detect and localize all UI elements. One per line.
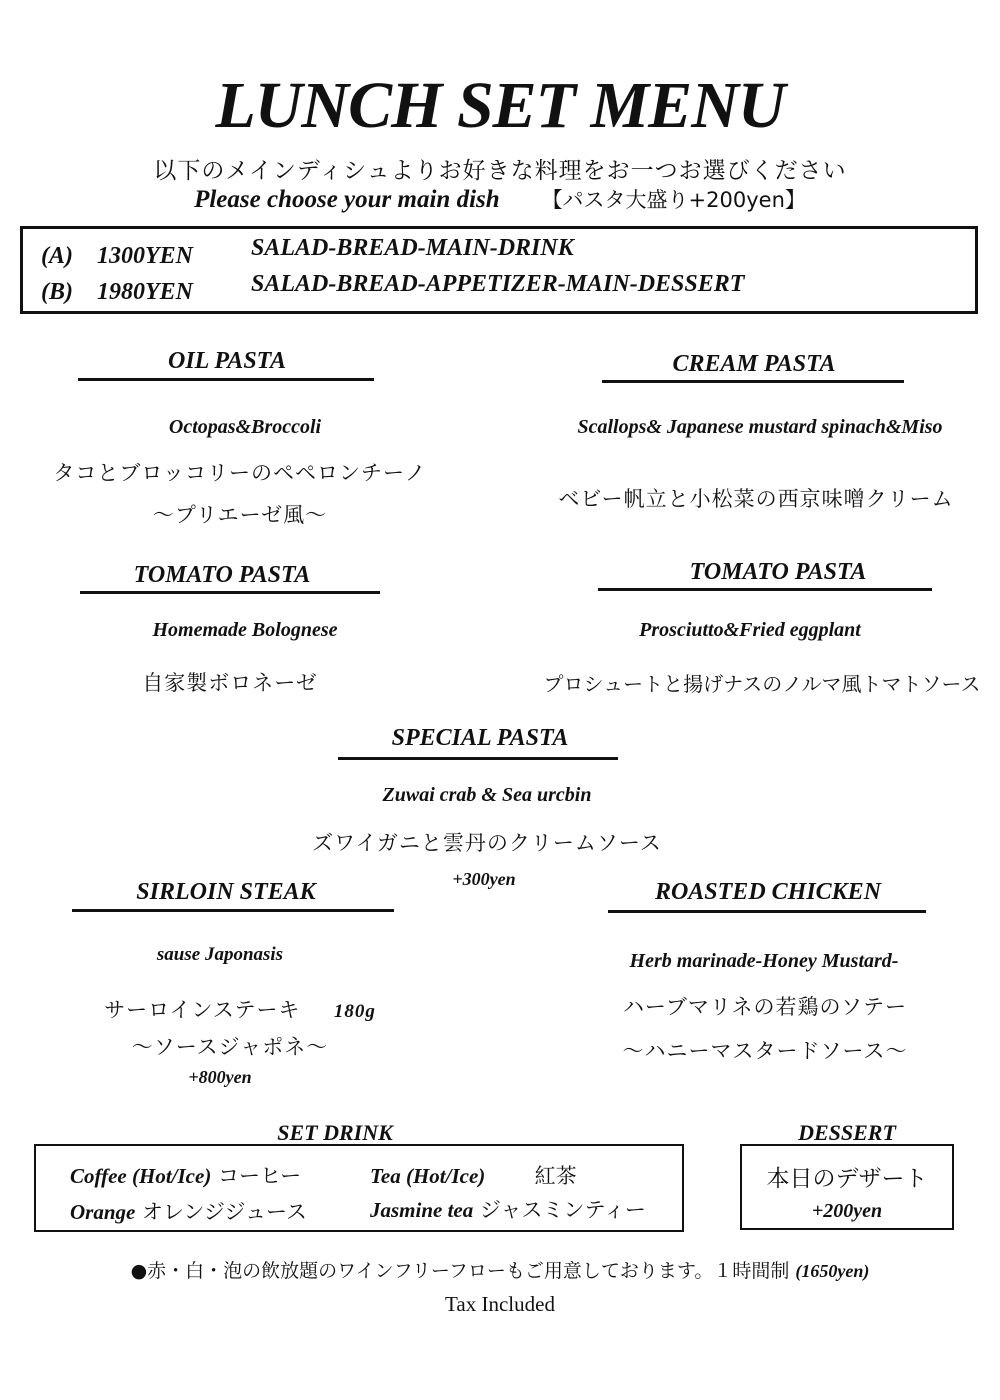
drink-name-en: Orange [70,1200,136,1224]
section-title-tomato-pasta: TOMATO PASTA [689,559,867,585]
section-title-tomato-pasta: TOMATO PASTA [133,562,311,588]
steak-surcharge: +800yen [188,1067,252,1087]
drink-item-orange [70,1196,307,1226]
section-title-set-drink: SET DRINK [277,1120,393,1145]
drink-name-en: Jasmine tea [370,1198,474,1222]
dish-name-en: sause Japonasis [156,944,284,965]
tax-note: Tax Included [445,1292,555,1316]
drink-name-en: Coffee (Hot/Ice) [70,1164,212,1188]
special-pasta-surcharge: +300yen [452,869,516,889]
section-divider [78,378,374,381]
dessert-surcharge: +200yen [811,1200,883,1222]
drink-name-jp: オレンジジュース [142,1200,307,1224]
section-divider [338,757,618,760]
section-title-special-pasta: SPECIAL PASTA [391,725,569,751]
free-flow-note [0,1256,1000,1283]
dish-name-en: Homemade Bolognese [152,619,338,641]
dish-name-jp-sub: ～プリエーゼ風～ [152,503,328,527]
set-options-box [20,226,978,314]
free-flow-note-text: ●赤・白・泡の飲放題のワインフリーフローもご用意しております。１時間制 [130,1260,790,1282]
drink-item-coffee [70,1160,301,1190]
dish-name-jp: ズワイガニと雲丹のクリームソース [312,831,662,855]
set-option-label: (B) 1980YEN [41,279,193,305]
subtitle-english-text: Please choose your main dish [194,186,500,213]
dish-name-jp: 自家製ボロネーゼ [142,671,318,695]
dish-name-jp: プロシュートと揚げナスのノルマ風トマトソース [543,672,981,696]
dish-name-en: Herb marinade-Honey Mustard- [629,950,899,972]
dish-name-jp-sub: ～ハニーマスタードソース～ [622,1039,908,1063]
section-divider [608,910,926,913]
section-divider [80,591,380,594]
dish-name-jp: ベビー帆立と小松菜の西京味噌クリーム [558,487,954,511]
dish-name-en: Scallops& Japanese mustard spinach&Miso [577,416,943,438]
pasta-large-note: 【パスタ大盛り+200yen】 [541,188,806,212]
section-divider [602,380,904,383]
section-title-sirloin-steak: SIRLOIN STEAK [136,879,316,905]
dish-name-en: Zuwai crab & Sea urcbin [382,784,592,806]
section-divider [598,588,932,591]
set-option-label: (A) 1300YEN [41,243,193,269]
subtitle-japanese: 以下のメインディシュよりお好きな料理をお一つお選びください [153,158,847,184]
set-option-a [41,235,961,269]
dish-name-jp-sub: ～ソースジャポネ～ [131,1035,329,1059]
dish-name-jp-row [60,994,420,1024]
drink-name-jp: コーヒー [218,1164,302,1188]
drink-name-jp: 紅茶 [534,1164,577,1188]
drink-item-tea [370,1160,577,1190]
dish-name-jp: ハーブマリネの若鶏のソテー [622,995,908,1019]
section-title-dessert: DESSERT [798,1120,896,1145]
dish-name-en: Octopas&Broccoli [168,416,322,438]
section-title-roasted-chicken: ROASTED CHICKEN [654,879,882,905]
subtitle-english [0,184,1000,214]
free-flow-price: (1650yen) [795,1261,870,1281]
section-title-oil-pasta: OIL PASTA [167,348,287,374]
set-option-description: SALAD-BREAD-APPETIZER-MAIN-DESSERT [251,271,745,297]
dish-name-jp: サーロインステーキ [104,998,301,1022]
dish-name-jp: タコとブロッコリーのペペロンチーノ [53,461,427,485]
dessert-name: 本日のデザート [766,1166,928,1192]
drink-name-en: Tea (Hot/Ice) [370,1164,486,1188]
section-title-cream-pasta: CREAM PASTA [672,351,836,377]
drink-name-jp: ジャスミンティー [479,1198,646,1222]
section-divider [72,909,394,912]
set-option-b [41,271,961,305]
page-title: LUNCH SET MENU [215,69,785,142]
dessert-box [740,1144,954,1230]
dish-name-en: Prosciutto&Fried eggplant [639,619,861,641]
drink-item-jasmine-tea [370,1194,646,1224]
set-drink-box [34,1144,684,1232]
set-option-description: SALAD-BREAD-MAIN-DRINK [251,235,574,261]
steak-weight: 180g [333,1001,376,1022]
